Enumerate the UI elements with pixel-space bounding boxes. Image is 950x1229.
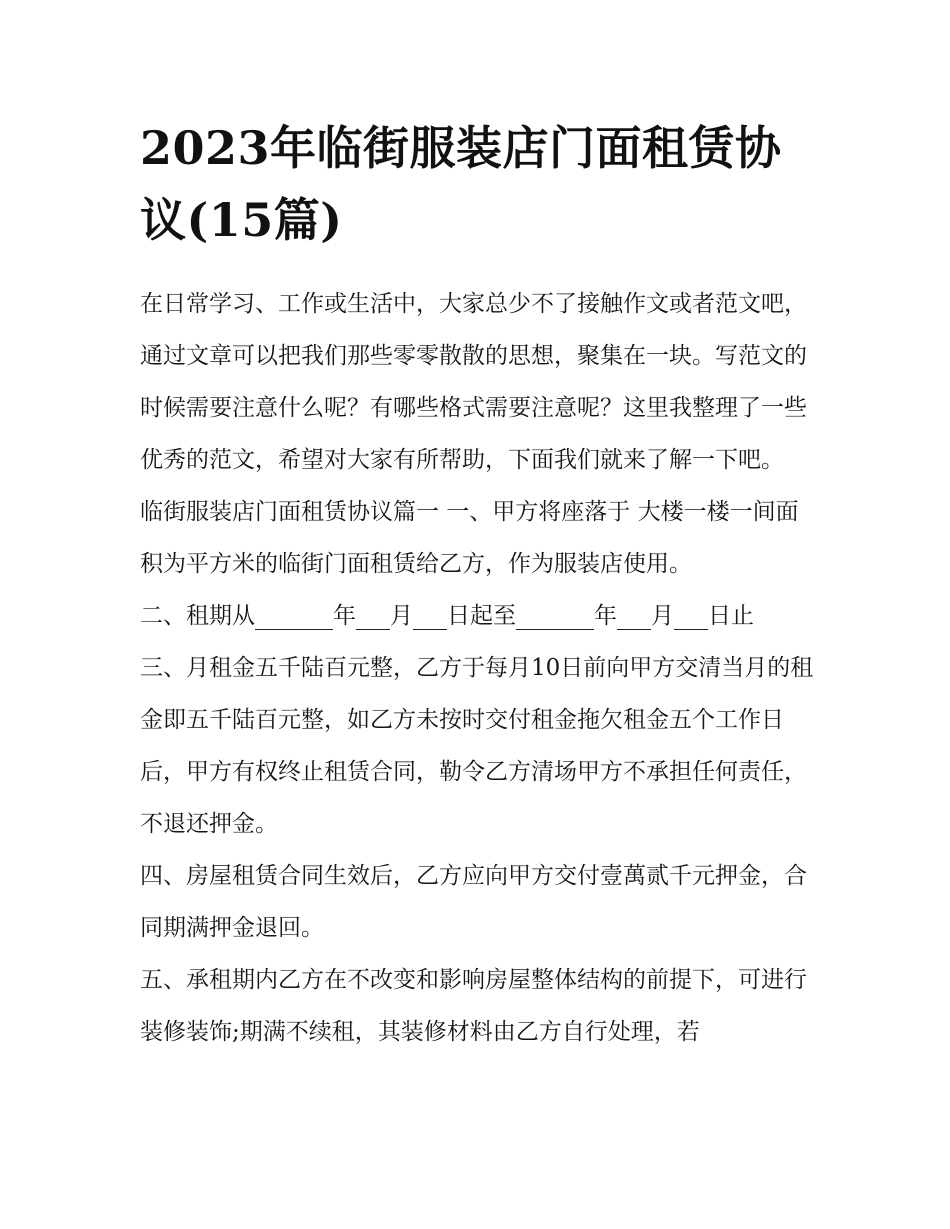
section-3-paragraph: 三、月租金五千陆百元整，乙方于每月10日前向甲方交清当月的租金即五千陆百元整，如乙方未按时交付租金拖欠租金五个工作日后，甲方有权终止租赁合同，勒令乙方清场甲方不承担任何责任，不退还押金。 [140, 655, 814, 837]
term-prefix: 二、租期从 [140, 603, 255, 629]
blank-end-month [617, 599, 651, 630]
document-title: 2023年临街服装店门面租赁协议(15篇) [140, 121, 782, 247]
term-month-2: 月 [651, 603, 674, 629]
blank-end-year [516, 599, 594, 630]
intro-paragraph: 在日常学习、工作或生活中，大家总少不了接触作文或者范文吧，通过文章可以把我们那些零零散散的思想，聚集在一块。写范文的时候需要注意什么呢？有哪些格式需要注意呢？这里我整理了一些优秀的范文，希望对大家有所帮助，下面我们就来了解一下吧。 [140, 291, 807, 473]
blank-start-day [413, 599, 447, 630]
term-month-1: 月 [390, 603, 413, 629]
term-year-2: 年 [594, 603, 617, 629]
blank-start-month [356, 599, 390, 630]
section-2-lease-term [140, 590, 820, 642]
section-1-paragraph: 临街服装店门面租赁协议篇一 一、甲方将座落于 大楼一楼一间面积为平方米的临街门面租赁给乙方，作为服装店使用。 [140, 499, 799, 577]
section-5-paragraph: 五、承租期内乙方在不改变和影响房屋整体结构的前提下，可进行装修装饰;期满不续租，其装修材料由乙方自行处理，若 [140, 967, 807, 1045]
section-4-paragraph: 四、房屋租赁合同生效后，乙方应向甲方交付壹萬贰千元押金，合同期满押金退回。 [140, 863, 807, 941]
blank-end-day [674, 599, 708, 630]
term-day-1: 日起至 [447, 603, 516, 629]
term-day-2: 日止 [708, 603, 754, 629]
document-body [140, 278, 820, 1058]
term-year-1: 年 [333, 603, 356, 629]
blank-start-year [255, 599, 333, 630]
